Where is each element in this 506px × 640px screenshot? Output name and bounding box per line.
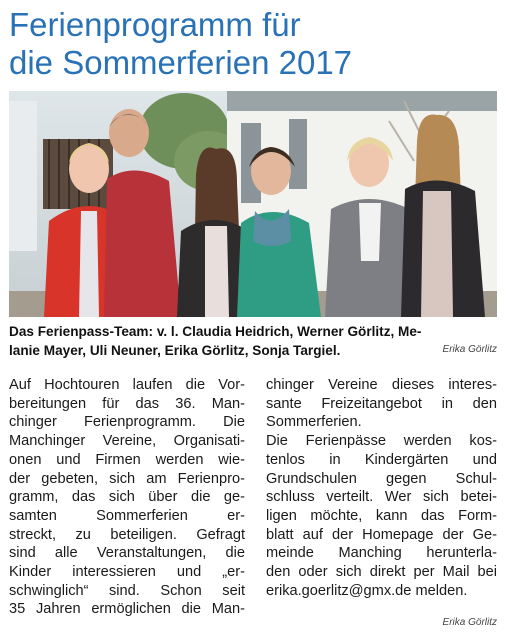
- headline-line-1: Ferienprogramm für: [9, 6, 301, 43]
- text-line: blatt auf der Homepage der Ge-: [266, 526, 497, 543]
- article-credit: Erika Görlitz: [442, 617, 497, 628]
- headline-line-2: die Sommerferien 2017: [9, 44, 353, 81]
- article-column-right: [266, 376, 497, 600]
- text-line: den oder sich direkt per Mail bei: [266, 564, 497, 581]
- text-line: Manchinger Vereine, Organisati-: [9, 433, 245, 450]
- text-line: samten Sommerferien er-: [9, 507, 245, 524]
- caption-line-2: lanie Mayer, Uli Neuner, Erika Görlitz, Sonja Targiel.: [9, 343, 341, 358]
- text-line: chinger Vereine dieses interes-: [266, 377, 497, 393]
- text-line: Kinder interessieren und „er-: [9, 564, 245, 581]
- text-line: Grundschulen gegen Schul-: [266, 470, 497, 487]
- article-column-left: [9, 376, 245, 619]
- text-line: Sommerferien.: [266, 414, 362, 431]
- photo-caption: [9, 322, 497, 360]
- text-line: Die Ferienpässe werden kos-: [266, 433, 497, 450]
- text-line: sante Freizeitangebot in den: [266, 395, 497, 412]
- text-line: sind alle Veranstaltungen, die: [9, 545, 245, 562]
- text-line: tenlos in Kindergärten und: [266, 451, 497, 468]
- group-photo: [9, 91, 497, 317]
- text-line: Auf Hochtouren laufen die Vor-: [9, 377, 245, 393]
- photo-credit: Erika Görlitz: [442, 344, 497, 355]
- text-line: bereitungen für das 36. Man-: [9, 395, 245, 412]
- text-line: schwinglich“ sind. Schon seit: [9, 582, 245, 599]
- group-photo-illustration: [9, 91, 497, 317]
- text-line: chinger Ferienprogramm. Die: [9, 414, 245, 431]
- text-line: der gebeten, sich am Ferienpro-: [9, 470, 245, 487]
- headline: [9, 6, 499, 82]
- text-line: meinde Manching herunterla-: [266, 545, 497, 562]
- text-line: ligen möchte, kann das Form-: [266, 507, 497, 524]
- caption-line-1: Das Ferienpass-Team: v. l. Claudia Heidrich, Werner Görlitz, Me-: [9, 324, 422, 339]
- text-line: streckt, zu beteiligen. Gefragt: [9, 526, 245, 543]
- text-line: 35 Jahren ermöglichen die Man-: [9, 601, 245, 618]
- text-line: onen und Firmen werden wie-: [9, 451, 245, 468]
- text-line: gramm, das sich über die ge-: [9, 489, 245, 506]
- text-line: schluss verteilt. Wer sich betei-: [266, 489, 497, 506]
- text-line: erika.goerlitz@gmx.de melden.: [266, 582, 468, 599]
